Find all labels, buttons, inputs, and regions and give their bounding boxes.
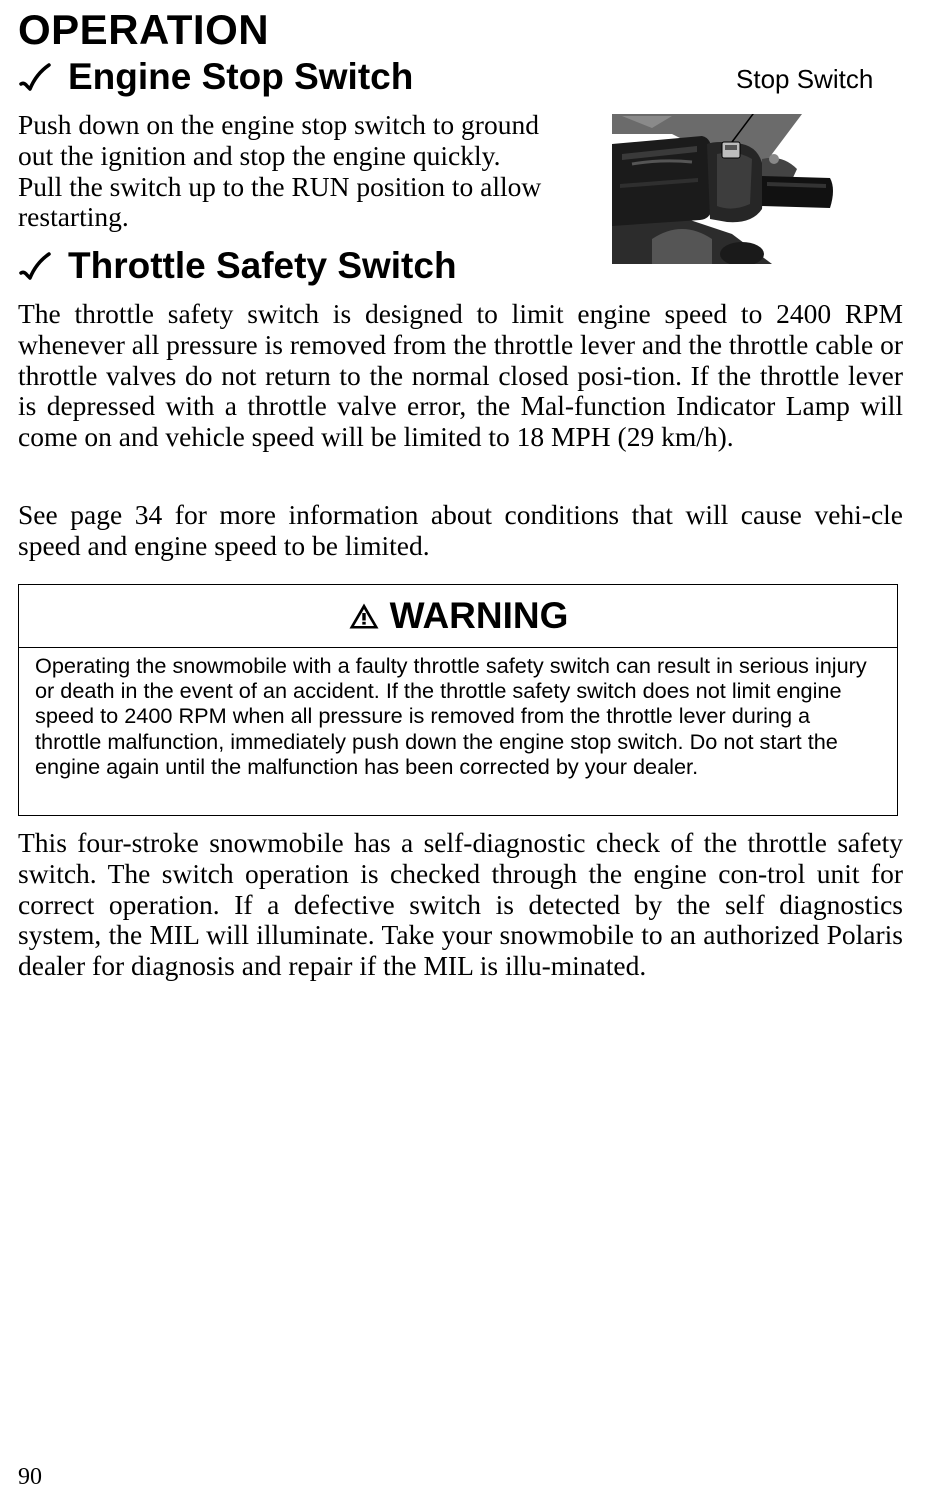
page-reference-paragraph: See page 34 for more information about conditions that will cause vehi-cle speed and engine speed to be limited.: [18, 499, 903, 561]
throttle-safety-heading-text: Throttle Safety Switch: [68, 245, 457, 286]
throttle-safety-body: The throttle safety switch is designed to limit engine speed to 2400 RPM whenever all pressure is removed from the throttle lever and the throttle cable or throttle valves do not return to the normal closed posi-tion. If the throttle lever is depressed with a throttle valve error, the Mal-function Indicator Lamp will come on and vehicle speed will be limited to 18 MPH (29 km/h).: [18, 298, 904, 453]
photo-caption: Stop Switch: [736, 64, 874, 94]
warning-box: [18, 584, 898, 816]
engine-stop-body: Push down on the engine stop switch to ground out the ignition and stop the engine quickly. Pull the switch up to the RUN position to allow restarting.: [18, 109, 542, 233]
warning-title: WARNING: [389, 595, 569, 636]
throttle-safety-heading: [18, 245, 457, 287]
engine-stop-heading: [18, 56, 413, 98]
stop-switch-photo: [612, 114, 834, 264]
warning-text: Operating the snowmobile with a faulty throttle safety switch can result in serious injury or death in the event of an accident. If the throttle safety switch does not limit engine speed to 2400 RPM when all pressure is removed from the throttle lever during a throttle malfunction, immediately push down the engine stop switch. Do not start the engine again until the malfunction has been corrected by your dealer.: [35, 653, 867, 779]
warning-triangle-icon: [348, 602, 380, 630]
self-diagnostic-paragraph: This four-stroke snowmobile has a self-diagnostic check of the throttle safety switch. The switch operation is checked through the engine con-trol unit for correct operation. If a defective switch is detected by the self diagnostics system, the MIL will illuminate. Take your snowmobile to an authorized Polaris dealer for diagnosis and repair if the MIL is illu-minated.: [18, 827, 903, 982]
page-number: 90: [18, 1464, 42, 1490]
engine-stop-heading-text: Engine Stop Switch: [68, 56, 414, 97]
checkmark-icon: [18, 251, 52, 281]
page-title: OPERATION: [18, 6, 270, 53]
warning-header: [19, 585, 897, 648]
checkmark-icon: [18, 62, 52, 92]
